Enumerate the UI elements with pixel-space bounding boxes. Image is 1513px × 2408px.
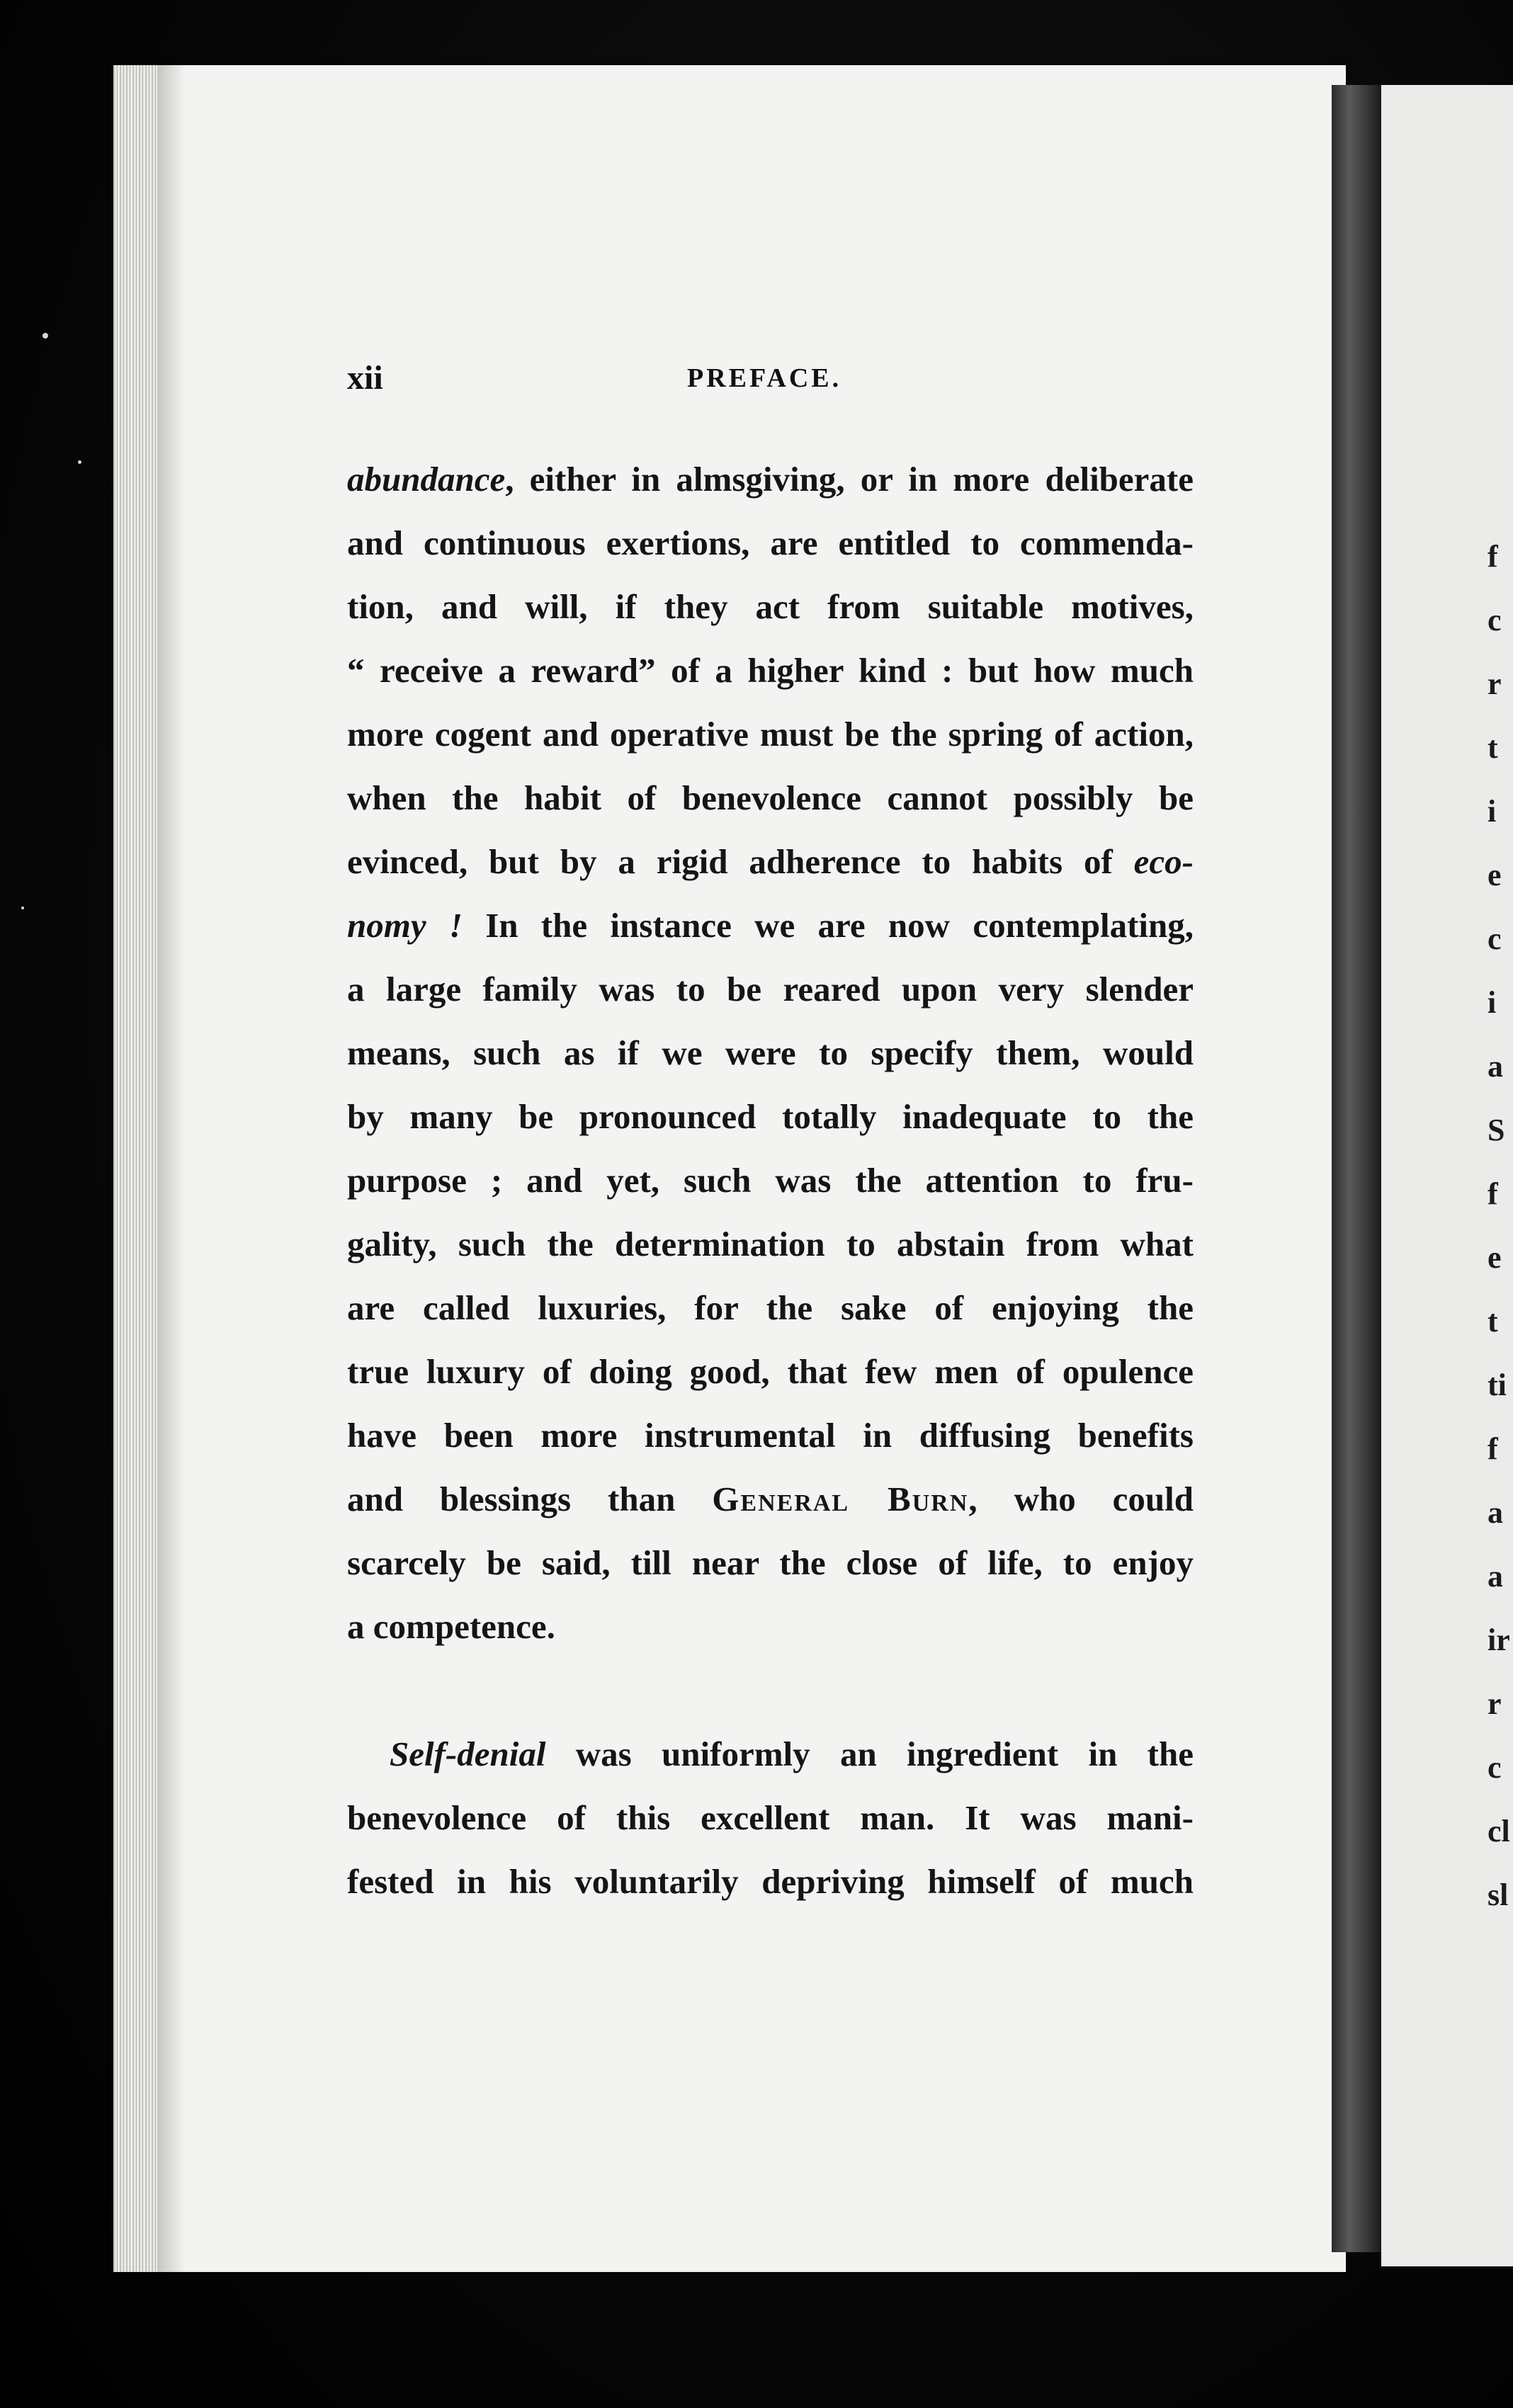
text-line: means, such as if we were to specify them, would: [347, 1033, 1194, 1072]
facing-letter: i: [1488, 794, 1497, 829]
facing-letter: S: [1488, 1113, 1505, 1147]
facing-letter: f: [1488, 539, 1498, 574]
text-span: was uniformly an ingredient in the: [545, 1734, 1194, 1773]
text-line: [347, 448, 1194, 511]
text-span: , either in almsgiving, or in more deliberate: [505, 460, 1194, 499]
text-line: when the habit of benevolence cannot possibly be: [347, 778, 1194, 817]
facing-letter: f: [1488, 1431, 1498, 1466]
text-line: benevolence of this excellent man. It was mani-: [347, 1798, 1194, 1837]
text-line: purpose ; and yet, such was the attention to fru-: [347, 1161, 1194, 1200]
facing-letter: r: [1488, 666, 1502, 701]
facing-letter: c: [1488, 603, 1502, 637]
dust-speck: [21, 907, 24, 909]
text-span: , who could: [968, 1480, 1194, 1518]
running-title: PREFACE.: [687, 363, 842, 393]
facing-letter: e: [1488, 1240, 1502, 1275]
text-line: a large family was to be reared upon very slender: [347, 970, 1194, 1009]
facing-letter: f: [1488, 1176, 1498, 1211]
page-gutter: [1332, 85, 1381, 2252]
text-line: [347, 1467, 1194, 1531]
italic-word: Self-denial: [390, 1734, 546, 1773]
text-line: have been more instrumental in diffusing benefits: [347, 1416, 1194, 1455]
text-line: and continuous exertions, are entitled to commenda-: [347, 523, 1194, 562]
running-head: [347, 358, 1194, 401]
text-line: [347, 1722, 1194, 1786]
facing-letter: a: [1488, 1049, 1503, 1084]
text-line: true luxury of doing good, that few men of opulence: [347, 1352, 1194, 1391]
body-text: [347, 448, 1194, 1914]
text-span: In the instance we are now contemplating,: [462, 906, 1194, 945]
text-line: [347, 894, 1194, 958]
facing-letter: e: [1488, 858, 1502, 892]
text-span: and blessings than: [347, 1480, 713, 1518]
facing-letter: t: [1488, 1304, 1498, 1339]
facing-letter: r: [1488, 1686, 1502, 1721]
text-line: “ receive a reward” of a higher kind : but how much: [347, 651, 1194, 690]
facing-letter: ir: [1488, 1623, 1510, 1657]
text-line: tion, and will, if they act from suitable motives,: [347, 587, 1194, 626]
facing-letter: a: [1488, 1495, 1503, 1530]
facing-letter: i: [1488, 985, 1497, 1020]
dust-speck: [42, 333, 48, 339]
facing-letter: cl: [1488, 1814, 1510, 1848]
facing-letter: ti: [1488, 1368, 1507, 1402]
italic-word: nomy !: [347, 906, 463, 945]
facing-letter: c: [1488, 1750, 1502, 1785]
text-line: a competence.: [347, 1607, 555, 1646]
text-line: fested in his voluntarily depriving himself of much: [347, 1862, 1194, 1901]
page-binding-edge: [113, 65, 157, 2272]
page-number: xii: [347, 359, 383, 397]
text-line: are called luxuries, for the sake of enjoying the: [347, 1288, 1194, 1327]
text-span: evinced, but by a rigid adherence to habits of: [347, 842, 1134, 881]
text-line: [347, 830, 1194, 894]
facing-letter: a: [1488, 1559, 1503, 1594]
dust-speck: [78, 460, 81, 464]
facing-letter: t: [1488, 730, 1498, 765]
text-line: by many be pronounced totally inadequate to the: [347, 1097, 1194, 1136]
binding-shadow: [157, 65, 186, 2272]
text-line: gality, such the determination to abstain from what: [347, 1225, 1194, 1263]
paragraph-gap: [347, 1659, 1194, 1722]
facing-letter: sl: [1488, 1878, 1509, 1912]
text-line: scarcely be said, till near the close of life, to enjoy: [347, 1543, 1194, 1582]
small-caps-name: General Burn: [712, 1480, 969, 1518]
text-line: more cogent and operative must be the spring of action,: [347, 715, 1194, 754]
facing-letter: c: [1488, 921, 1502, 956]
italic-word: eco-: [1133, 842, 1194, 881]
italic-word: abundance: [347, 460, 506, 499]
